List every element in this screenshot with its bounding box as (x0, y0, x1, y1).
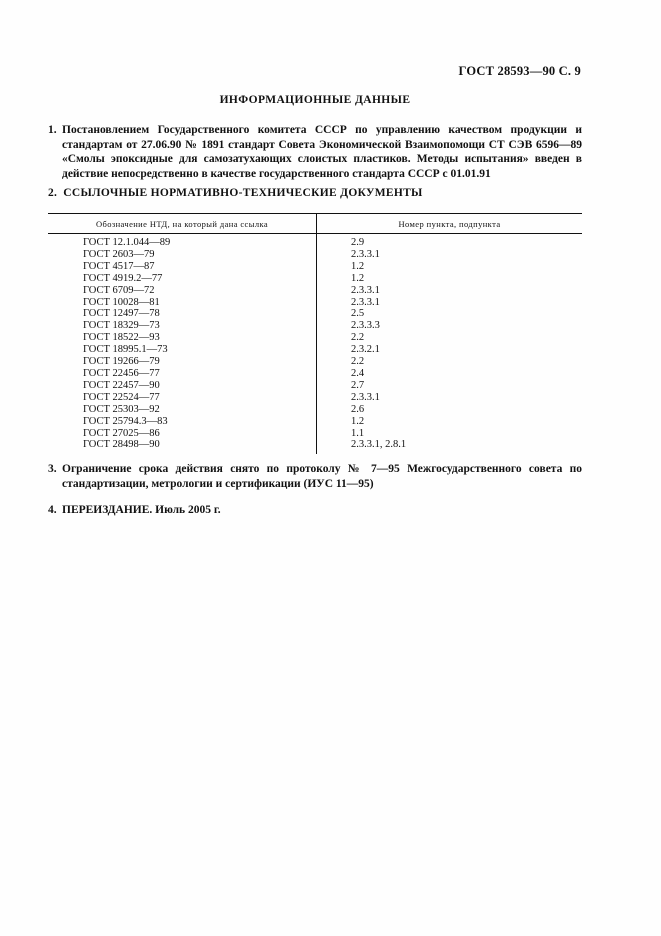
reference-document: ГОСТ 22457—90 (48, 380, 317, 392)
section-2-heading (48, 187, 423, 199)
reference-clause: 2.2 (351, 332, 365, 344)
reference-document: ГОСТ 4517—87 (48, 261, 317, 273)
table-row (48, 297, 582, 309)
table-row (48, 320, 582, 332)
section-1-number: 1. (48, 124, 57, 136)
table-header-row (48, 214, 582, 234)
reference-clause: 2.7 (351, 379, 365, 391)
table-row (48, 285, 582, 297)
reference-document: ГОСТ 27025—86 (48, 428, 317, 440)
reference-clause: 2.3.3.1 (351, 391, 380, 403)
column-header-document: Обозначение НТД, на который дана ссылка (48, 214, 317, 234)
section-3-number: 3. (48, 463, 57, 475)
reference-clause: 2.3.3.1 (351, 296, 380, 308)
section-3-text: Ограничение срока действия снято по протоколу № 7—95 Межгосударственного совета по стандартизации, метрологии и сертификации (ИУС 11—95) (62, 463, 582, 490)
reference-document: ГОСТ 19266—79 (48, 356, 317, 368)
reference-document: ГОСТ 18995.1—73 (48, 344, 317, 356)
table-row (48, 416, 582, 428)
section-2-number: 2. (48, 187, 58, 199)
reference-clause: 1.2 (351, 415, 365, 427)
reference-clause: 1.2 (351, 272, 365, 284)
table-row (48, 368, 582, 380)
reference-clause: 2.2 (351, 356, 365, 368)
section-4-number: 4. (48, 504, 57, 516)
reference-document: ГОСТ 12.1.044—89 (48, 234, 317, 249)
section-3 (48, 462, 582, 491)
reference-clause: 2.9 (351, 237, 365, 248)
section-1 (48, 123, 582, 181)
reference-clause: 2.3.3.3 (351, 320, 380, 332)
section-4 (48, 503, 582, 518)
reference-document: ГОСТ 12497—78 (48, 308, 317, 320)
references-table (48, 213, 582, 454)
reference-clause: 1.2 (351, 260, 365, 272)
reference-document: ГОСТ 25794.3—83 (48, 416, 317, 428)
reference-clause: 2.5 (351, 308, 365, 320)
table-row (48, 356, 582, 368)
reference-clause: 2.3.3.1 (351, 284, 380, 296)
table-row (48, 249, 582, 261)
section-4-text: ПЕРЕИЗДАНИЕ. Июль 2005 г. (62, 504, 221, 516)
table-row (48, 273, 582, 285)
reference-clause: 2.3.3.1 (351, 248, 380, 260)
reference-document: ГОСТ 10028—81 (48, 297, 317, 309)
table-row (48, 392, 582, 404)
reference-document: ГОСТ 18329—73 (48, 320, 317, 332)
table-body (48, 234, 582, 455)
reference-document: ГОСТ 22456—77 (48, 368, 317, 380)
table-row (48, 404, 582, 416)
section-1-text: Постановлением Государственного комитета СССР по управлению качеством продукции и стандартам от 27.06.90 № 1891 стандарт Совета Экономической Взаимопомощи СТ СЭВ 6596—89 «Смолы эпоксидные для самозатухающих слоистых пластиков. Методы испытания» введен в действие непосредственно в качестве государственного стандарта СССР с 01.01.91 (62, 124, 582, 180)
table-row (48, 261, 582, 273)
table-row (48, 428, 582, 440)
table-row (48, 344, 582, 356)
column-header-clause: Номер пункта, подпункта (317, 214, 583, 234)
table-row (48, 234, 582, 249)
reference-document: ГОСТ 6709—72 (48, 285, 317, 297)
reference-clause: 2.3.2.1 (351, 344, 380, 356)
reference-clause: 2.4 (351, 367, 365, 379)
reference-document: ГОСТ 28498—90 (48, 439, 317, 454)
section-2-title: ССЫЛОЧНЫЕ НОРМАТИВНО-ТЕХНИЧЕСКИЕ ДОКУМЕНТЫ (63, 187, 423, 199)
reference-document: ГОСТ 22524—77 (48, 392, 317, 404)
section-title: ИНФОРМАЦИОННЫЕ ДАННЫЕ (219, 94, 411, 106)
reference-document: ГОСТ 2603—79 (48, 249, 317, 261)
reference-document: ГОСТ 18522—93 (48, 332, 317, 344)
document-code: ГОСТ 28593—90 С. 9 (458, 64, 581, 78)
reference-document: ГОСТ 4919.2—77 (48, 273, 317, 285)
table-row (48, 380, 582, 392)
table-row (48, 332, 582, 344)
table-row (48, 308, 582, 320)
reference-document: ГОСТ 25303—92 (48, 404, 317, 416)
reference-clause: 1.1 (351, 427, 365, 439)
table-row (48, 439, 582, 454)
reference-clause: 2.3.3.1, 2.8.1 (351, 439, 407, 451)
reference-clause: 2.6 (351, 403, 365, 415)
